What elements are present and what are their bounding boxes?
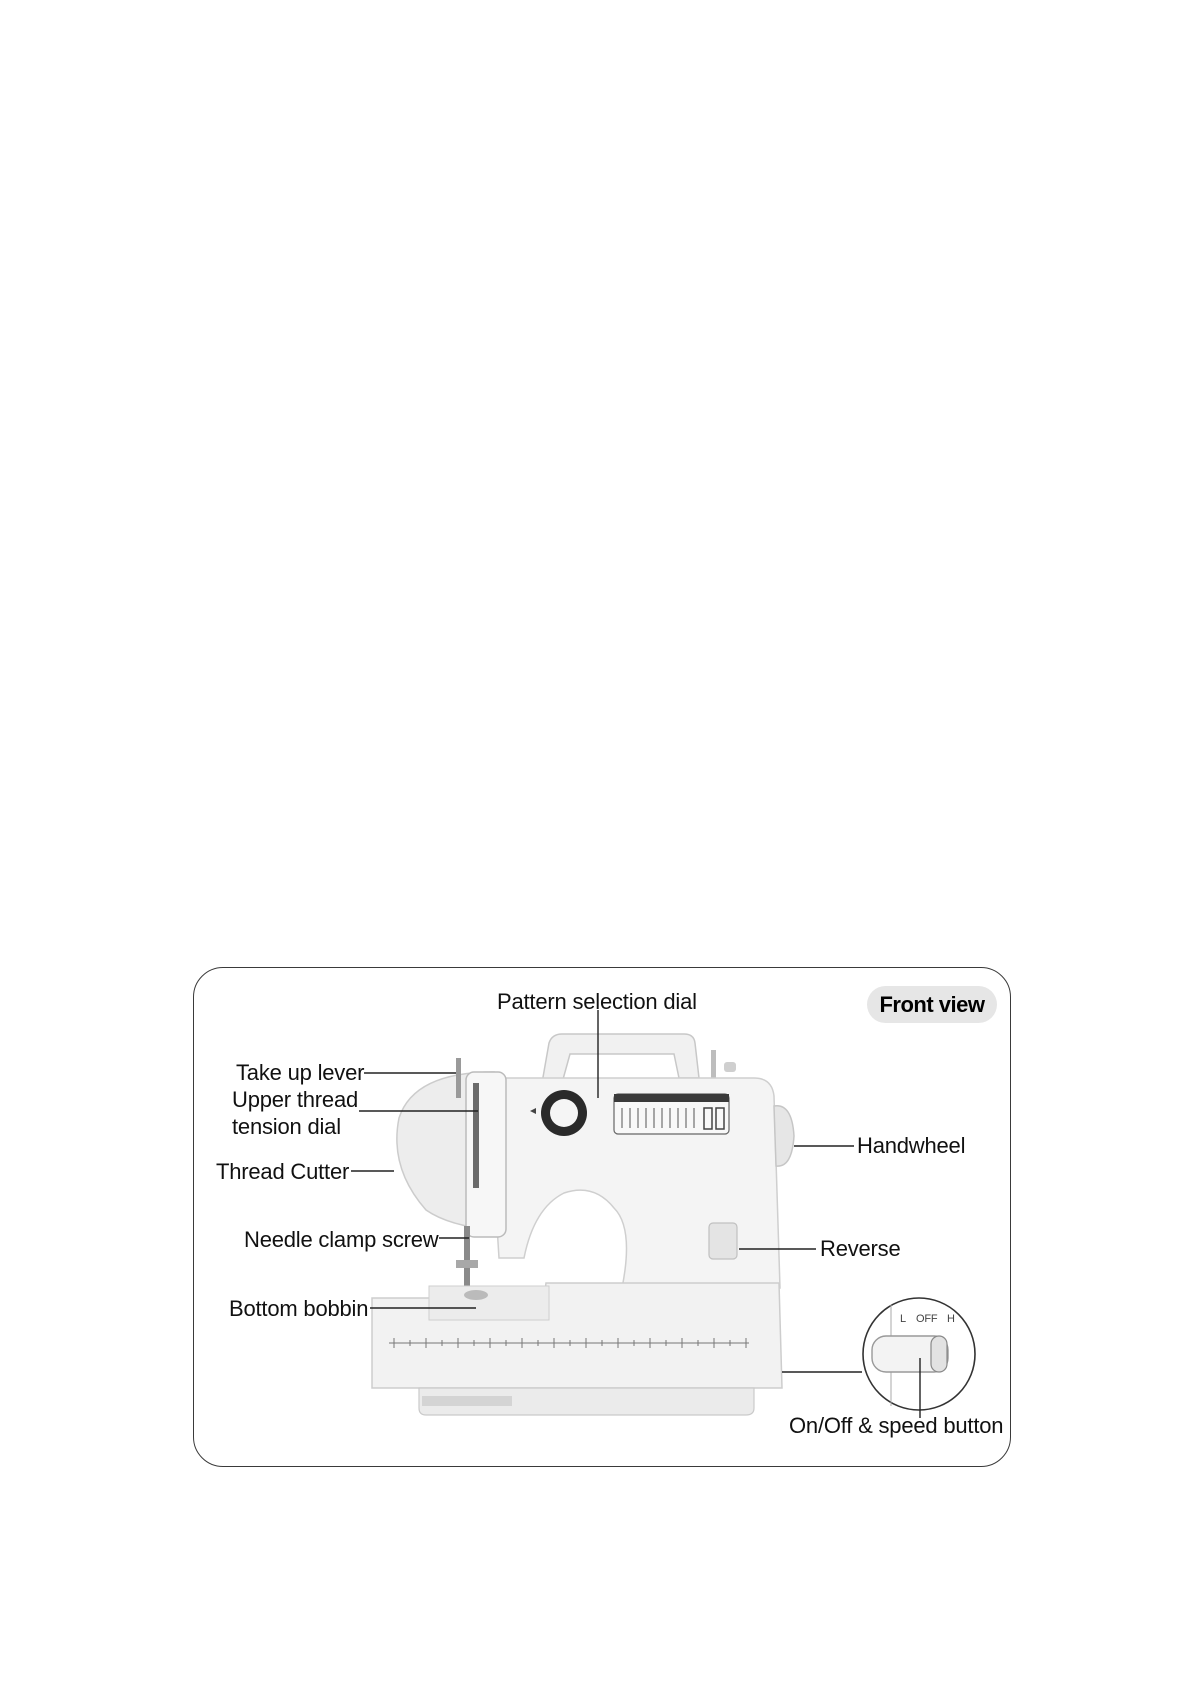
label-needle-clamp-screw: Needle clamp screw (244, 1227, 439, 1252)
spool-pin-base (724, 1062, 736, 1072)
handwheel (774, 1106, 794, 1166)
label-pattern-selection-dial: Pattern selection dial (497, 989, 697, 1014)
front-view-diagram (193, 967, 1011, 1467)
label-upper-thread-line1: Upper thread (232, 1087, 359, 1112)
tension-dial-edge (473, 1083, 479, 1188)
reverse-lever (709, 1223, 737, 1259)
label-take-up-lever: Take up lever (236, 1060, 365, 1085)
switch-label-high: H (947, 1313, 955, 1325)
front-view-badge: Front view (867, 986, 997, 1023)
bobbin-icon (464, 1290, 488, 1300)
take-up-lever (456, 1058, 461, 1098)
bobbin-cover (429, 1286, 549, 1320)
carry-handle (542, 1034, 699, 1083)
pattern-dial-center (550, 1099, 578, 1127)
label-on-off-speed-button: On/Off & speed button (789, 1413, 1004, 1438)
label-reverse: Reverse (820, 1236, 901, 1261)
switch-label-off: OFF (916, 1313, 938, 1325)
spool-pin (711, 1050, 716, 1080)
switch-knob (931, 1336, 947, 1372)
needle-bar (464, 1226, 470, 1286)
label-upper-thread-line2: tension dial (232, 1114, 341, 1139)
label-bottom-bobbin: Bottom bobbin (229, 1296, 369, 1321)
label-handwheel: Handwheel (857, 1133, 966, 1158)
sewing-machine-illustration (194, 968, 1012, 1468)
needle-clamp (456, 1260, 478, 1268)
stitch-chart-header (614, 1094, 729, 1102)
label-thread-cutter: Thread Cutter (216, 1159, 350, 1184)
switch-label-low: L (900, 1313, 906, 1325)
face-plate (466, 1072, 506, 1237)
base-slot (422, 1396, 512, 1406)
